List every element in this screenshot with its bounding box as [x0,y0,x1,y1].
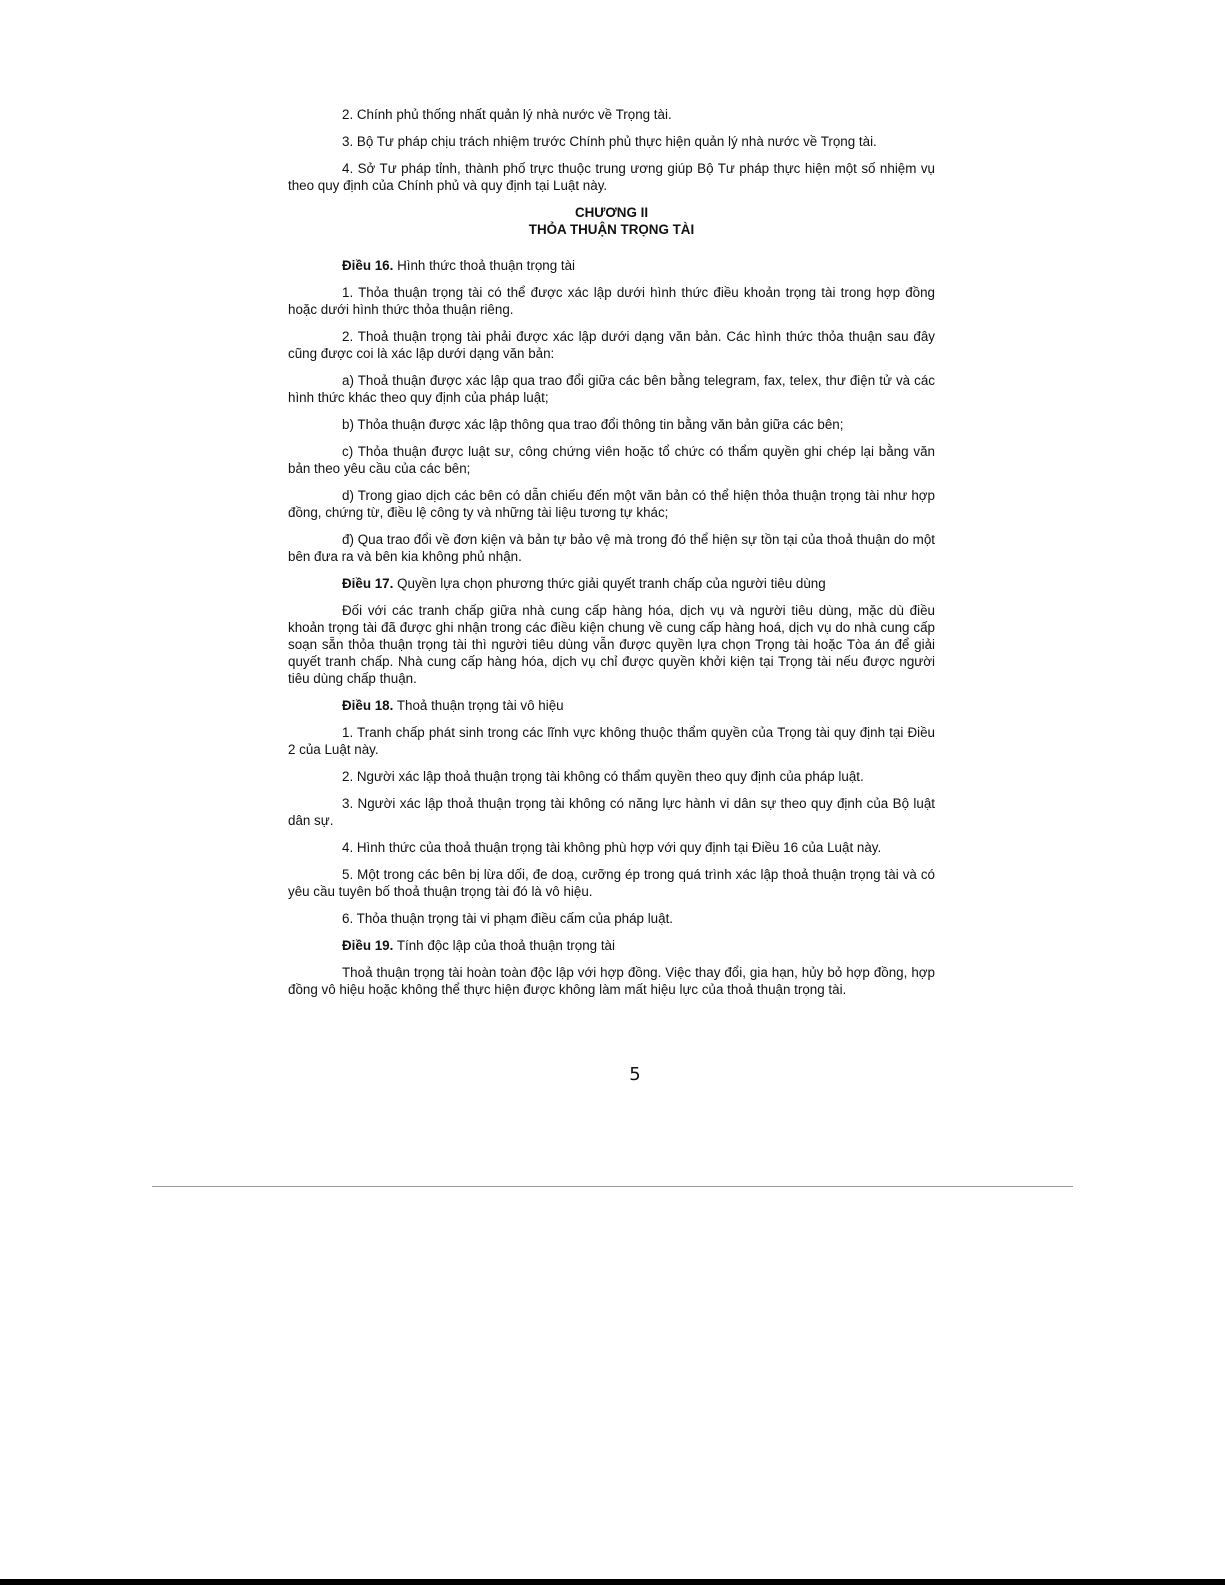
paragraph: 3. Người xác lập thoả thuận trọng tài không có năng lực hành vi dân sự theo quy định của Bộ luật dân sự. [288,796,935,828]
paragraph: a) Thoả thuận được xác lập qua trao đổi giữa các bên bằng telegram, fax, telex, thư điện tử và các hình thức khác theo quy định của pháp luật; [288,373,935,405]
chapter-title: THỎA THUẬN TRỌNG TÀI [528,222,695,237]
article-heading [288,257,935,274]
chapter-number: CHƯƠNG II [574,205,649,220]
paragraph: 1. Thỏa thuận trọng tài có thể được xác lập dưới hình thức điều khoản trọng tài trong hợp đồng hoặc dưới hình thức thỏa thuận riêng. [288,285,935,317]
page-divider [152,1186,1073,1187]
paragraph: Đối với các tranh chấp giữa nhà cung cấp hàng hóa, dịch vụ và người tiêu dùng, mặc dù điều khoản trọng tài đã được ghi nhận trong các điều kiện chung về cung cấp hàng hoá, dịch vụ do nhà cung cấp soạn sẵn thỏa thuận trọng tài thì người tiêu dùng vẫn được quyền lựa chọn Trọng tài hoặc Tòa án để giải quyết tranh chấp. Nhà cung cấp hàng hóa, dịch vụ chỉ được quyền khởi kiện tại Trọng tài nếu được người tiêu dùng chấp thuận. [288,603,935,686]
paragraph: 2. Người xác lập thoả thuận trọng tài không có thẩm quyền theo quy định của pháp luật. [342,769,864,784]
paragraph: 6. Thỏa thuận trọng tài vi phạm điều cấm của pháp luật. [342,911,674,926]
article-heading [288,697,935,714]
paragraph: 3. Bộ Tư pháp chịu trách nhiệm trước Chính phủ thực hiện quản lý nhà nước về Trọng tài. [342,134,877,149]
article-heading [288,575,935,592]
paragraph: 1. Tranh chấp phát sinh trong các lĩnh vực không thuộc thẩm quyền của Trọng tài quy định tại Điều 2 của Luật này. [288,725,935,757]
paragraph: b) Thỏa thuận được xác lập thông qua trao đổi thông tin bằng văn bản giữa các bên; [342,417,844,432]
article-title: Tính độc lập của thoả thuận trọng tài [393,938,615,953]
article-title: Hình thức thoả thuận trọng tài [393,258,576,273]
paragraph: đ) Qua trao đổi về đơn kiện và bản tự bảo vệ mà trong đó thể hiện sự tồn tại của thoả thuận do một bên đưa ra và bên kia không phủ nhận. [288,532,935,564]
paragraph: d) Trong giao dịch các bên có dẫn chiếu đến một văn bản có thể hiện thỏa thuận trọng tài như hợp đồng, chứng từ, điều lệ công ty và những tài liệu tương tự khác; [288,488,935,520]
paragraph: 2. Thoả thuận trọng tài phải được xác lập dưới dạng văn bản. Các hình thức thỏa thuận sau đây cũng được coi là xác lập dưới dạng văn bản: [288,329,935,361]
paragraph: 2. Chính phủ thống nhất quản lý nhà nước về Trọng tài. [342,107,672,122]
paragraph: 5. Một trong các bên bị lừa dối, đe doạ, cưỡng ép trong quá trình xác lập thoả thuận trọng tài và có yêu cầu tuyên bố thoả thuận trọng tài đó là vô hiệu. [288,867,935,899]
page-bottom-edge [0,1579,1225,1585]
paragraph: 4. Sở Tư pháp tỉnh, thành phố trực thuộc trung ương giúp Bộ Tư pháp thực hiện một số nhiệm vụ theo quy định của Chính phủ và quy định tại Luật này. [288,161,935,193]
article-title: Quyền lựa chọn phương thức giải quyết tranh chấp của người tiêu dùng [393,576,826,591]
article-label: Điều 17. [342,576,394,591]
paragraph: c) Thỏa thuận được luật sư, công chứng viên hoặc tổ chức có thẩm quyền ghi chép lại bằng văn bản theo yêu cầu của các bên; [288,444,935,476]
article-label: Điều 16. [342,258,394,273]
paragraph: 4. Hình thức của thoả thuận trọng tài không phù hợp với quy định tại Điều 16 của Luật này. [342,840,882,855]
article-heading [288,937,935,954]
article-label: Điều 18. [342,698,394,713]
article-title: Thoả thuận trọng tài vô hiệu [393,698,564,713]
paragraph: Thoả thuận trọng tài hoàn toàn độc lập với hợp đồng. Việc thay đổi, gia hạn, hủy bỏ hợp đồng, hợp đồng vô hiệu hoặc không thể thực hiện được không làm mất hiệu lực của thoả thuận trọng tài. [288,965,935,997]
chapter-heading [288,204,935,238]
page-number: 5 [629,1064,641,1085]
document-body [288,106,935,1008]
article-label: Điều 19. [342,938,394,953]
